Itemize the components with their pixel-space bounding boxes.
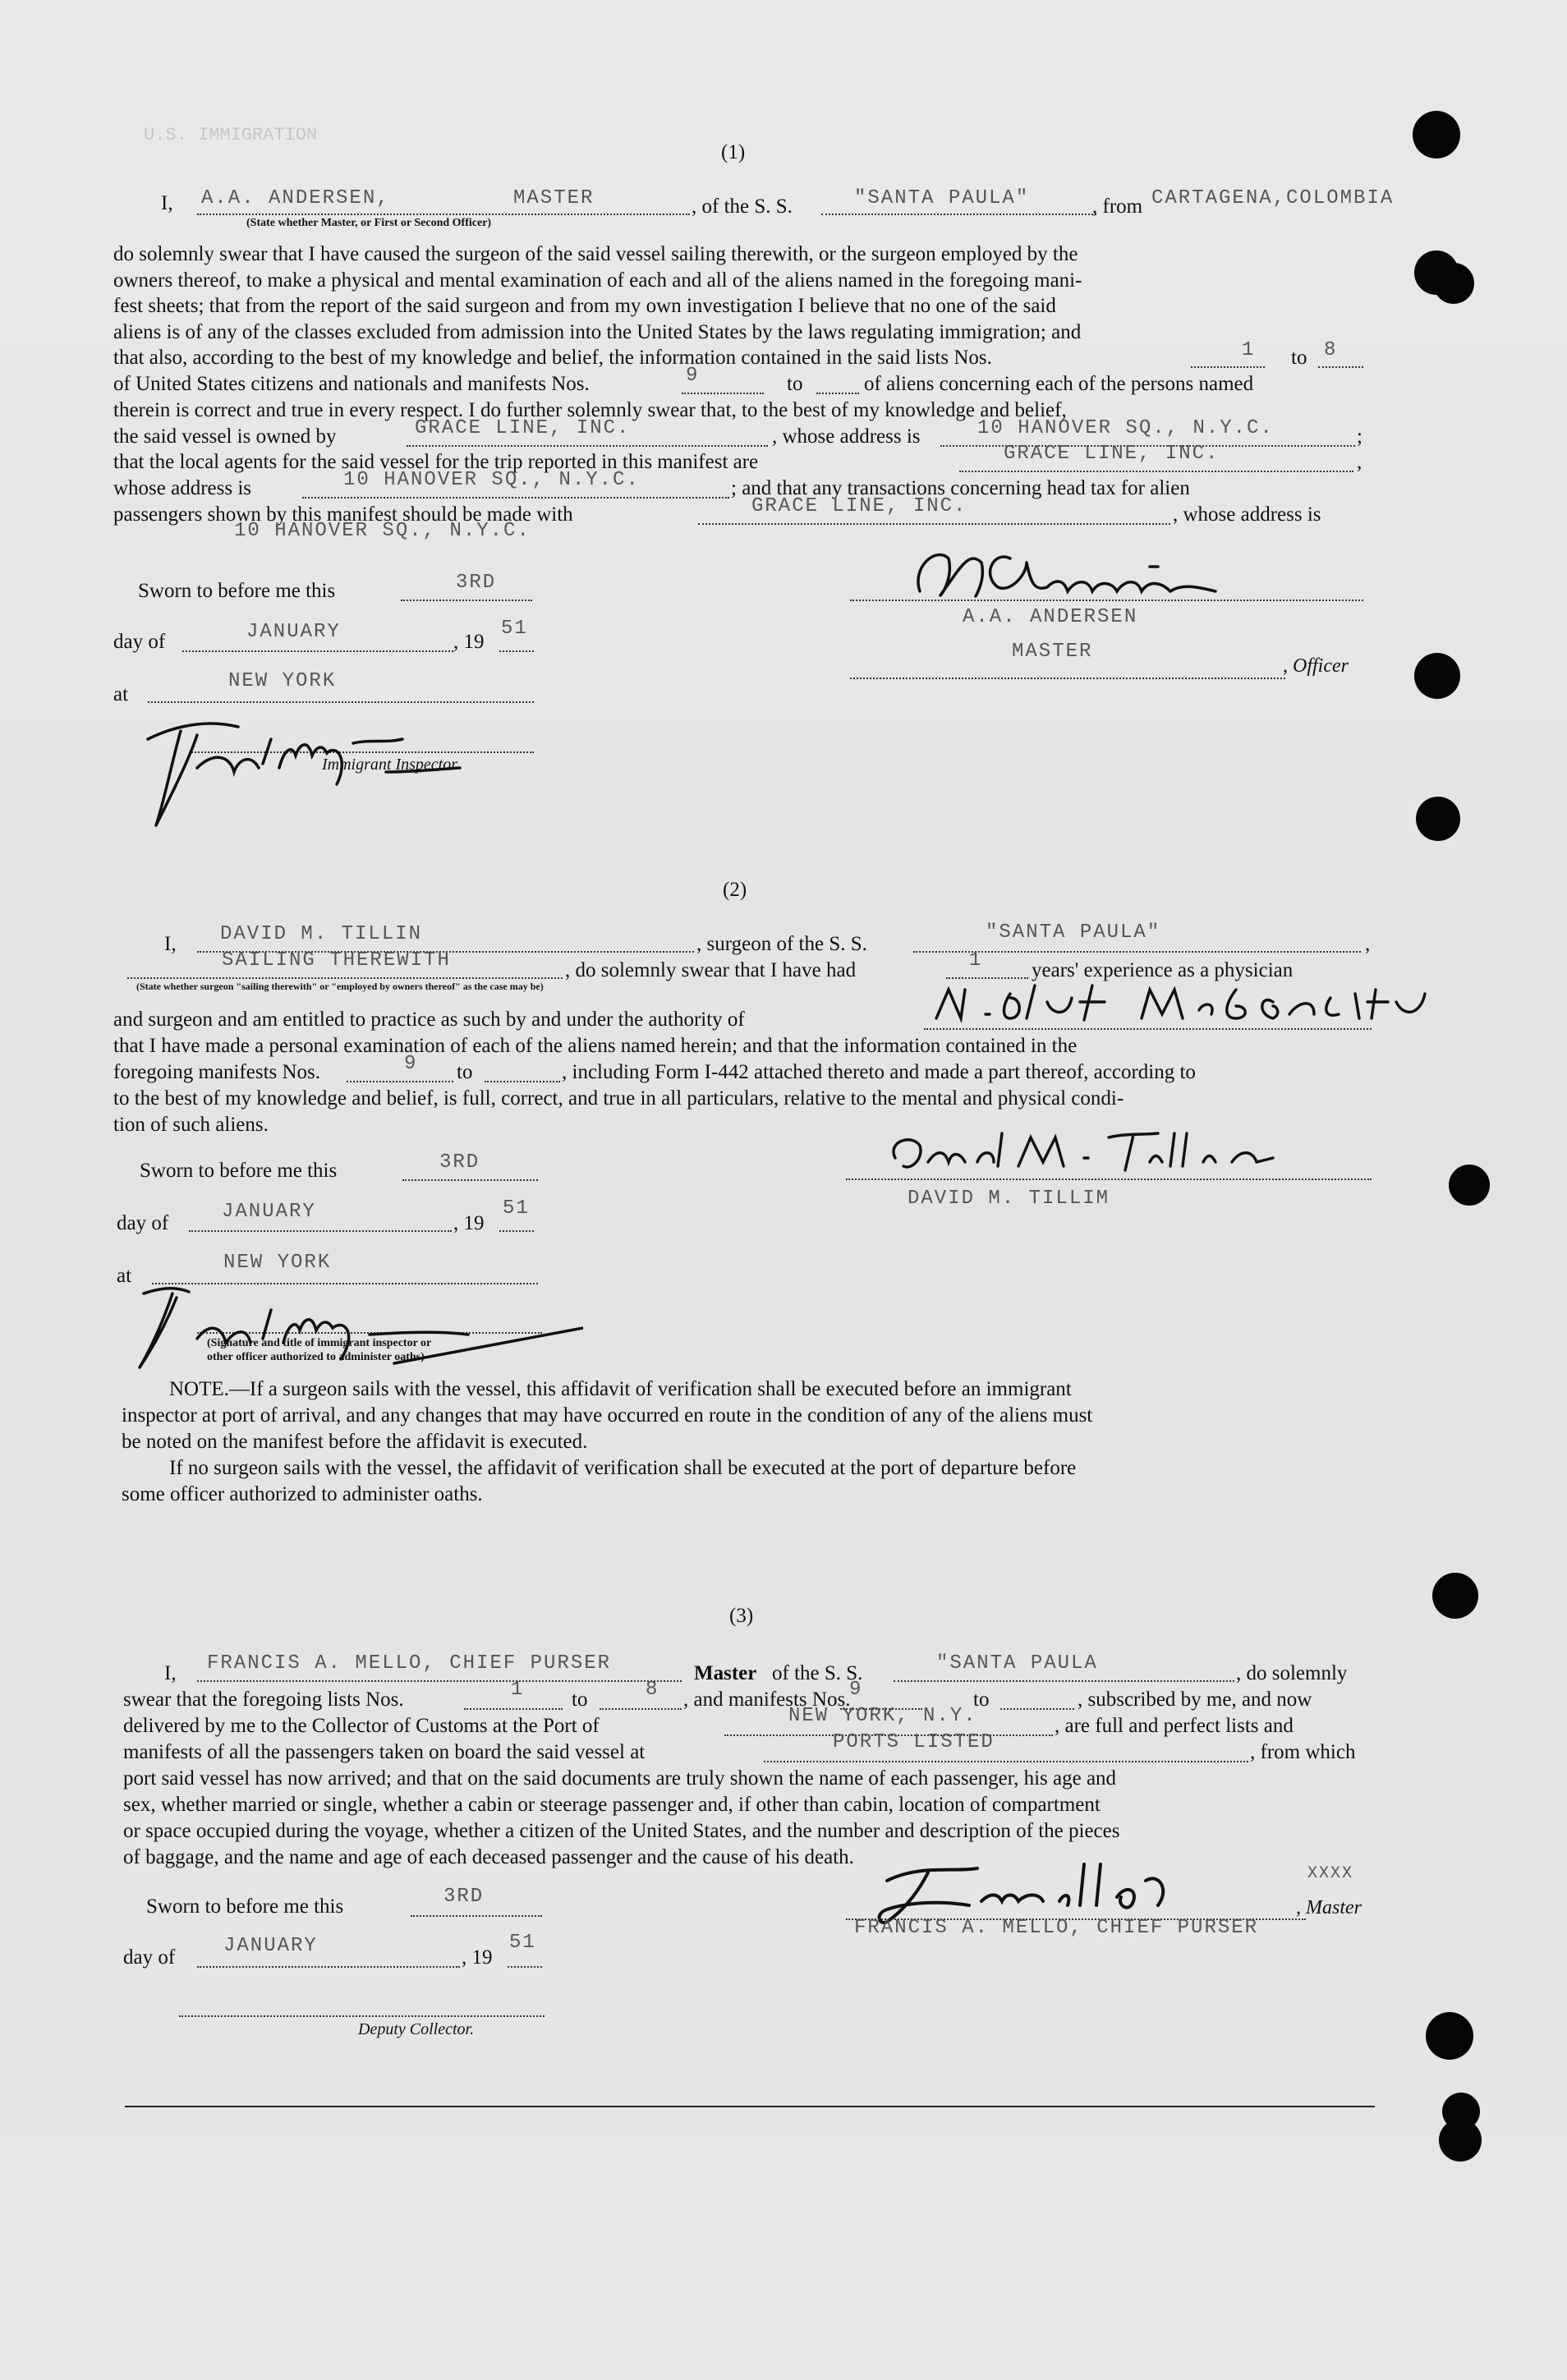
s2-man-from: 9	[404, 1053, 418, 1075]
s1-from-label: , from	[1092, 195, 1143, 218]
s3-l3a: delivered by me to the Collector of Customs at the Port of	[123, 1715, 600, 1737]
s1-agents-address: 10 HANOVER SQ., N.Y.C.	[343, 469, 640, 491]
s2-l6: to the best of my knowledge and belief, is full, correct, and true in all particulars, relative to the mental and physical condi-	[113, 1087, 1124, 1110]
s1-owner-address: 10 HANOVER SQ., N.Y.C.	[977, 417, 1274, 439]
s3-collector-label: Deputy Collector.	[358, 2020, 475, 2038]
s1-ship: "SANTA PAULA"	[854, 187, 1030, 209]
s2-l5b: , including Form I-442 attached thereto and made a part thereof, according to	[562, 1061, 1196, 1083]
s2-ship: "SANTA PAULA"	[986, 921, 1161, 944]
s2-surgeon-signature	[879, 1125, 1306, 1183]
s2-man-to-label: to	[457, 1061, 473, 1083]
s1-body-line: fest sheets; that from the report of the said surgeon and from my own investigation I believe that no one of the said	[113, 295, 1056, 317]
s1-man-to-label: to	[787, 373, 803, 395]
s2-note-line: some officer authorized to administer oaths.	[122, 1483, 483, 1505]
s2-month-line	[189, 1230, 452, 1232]
punch-hole	[1426, 2012, 1473, 2060]
s1-officer-label: , Officer	[1283, 655, 1349, 677]
s3-lead: I,	[164, 1662, 177, 1684]
s3-l2b: , and manifests Nos.	[683, 1689, 851, 1711]
s3-year-prefix: , 19	[462, 1946, 493, 1969]
s1-line8-end: ;	[1357, 425, 1363, 448]
s1-body-line: owners thereof, to make a physical and mental examination of each and all of the aliens named in the foregoing mani-	[113, 269, 1082, 292]
bottom-rule	[125, 2106, 1375, 2107]
s1-list-from: 1	[1242, 339, 1256, 361]
s1-place: NEW YORK	[228, 670, 337, 692]
s1-year-suffix: 51	[501, 618, 528, 640]
s2-sailing-note: (State whether surgeon "sailing therewith" or "employed by owners thereof" as the case may be)	[136, 981, 544, 992]
s2-month: JANUARY	[222, 1201, 316, 1223]
s1-from-port: CARTAGENA,COLOMBIA	[1151, 187, 1395, 209]
s1-line7: therein is correct and true in every respect. I do further solemnly swear that, to the best of my knowledge and belief,	[113, 399, 1067, 421]
s1-man-from: 9	[686, 365, 700, 387]
s3-man-from: 9	[849, 1679, 863, 1701]
s3-ports: PORTS LISTED	[833, 1731, 995, 1753]
s3-sworn-day: 3RD	[443, 1886, 485, 1908]
s1-agents-line	[959, 471, 1353, 472]
s3-body-line: sex, whether married or single, whether a cabin or steerage passenger and, if other than cabin, location of compartment	[123, 1794, 1101, 1816]
s3-list-to-line	[600, 1708, 682, 1710]
s3-year-suffix: 51	[509, 1932, 536, 1954]
punch-hole	[1413, 111, 1460, 159]
s1-officer-typed-name: A.A. ANDERSEN	[963, 606, 1138, 628]
s3-l4a: manifests of all the passengers taken on board the said vessel at	[123, 1741, 646, 1763]
s2-l4: that I have made a personal examination of each of the aliens named herein; and that the information contained in the	[113, 1035, 1078, 1057]
s2-year-line	[499, 1230, 534, 1232]
s1-month-line	[182, 650, 453, 652]
s1-sworn-line	[401, 600, 532, 601]
s1-line6: of United States citizens and nationals and manifests Nos.	[113, 373, 590, 395]
s2-note-line: NOTE.—If a surgeon sails with the vessel, this affidavit of verification shall be executed before an immigrant	[169, 1378, 1072, 1400]
s1-officer-note: (State whether Master, or First or Second Officer)	[246, 217, 492, 229]
s3-month: JANUARY	[223, 1935, 318, 1957]
s2-l3a: and surgeon and am entitled to practice as such by and under the authority of	[113, 1009, 745, 1031]
s3-l2a: swear that the foregoing lists Nos.	[123, 1689, 404, 1711]
s3-xxxx: XXXX	[1307, 1864, 1354, 1883]
s1-line11b: , whose address is	[1173, 503, 1321, 526]
s2-note-line: If no surgeon sails with the vessel, the affidavit of verification shall be executed at the port of departure before	[169, 1457, 1077, 1479]
s2-surgeon-typed: DAVID M. TILLIM	[908, 1188, 1110, 1210]
s1-line10: whose address is	[113, 477, 252, 499]
s1-year-prefix: , 19	[453, 631, 485, 653]
s2-l2-end: ,	[1365, 933, 1371, 955]
s3-man-to-line	[1000, 1708, 1074, 1710]
s1-body-line: do solemnly swear that I have caused the surgeon of the said vessel sailing therewith, or the surgeon employed by the	[113, 243, 1078, 265]
s1-line11: passengers shown by this manifest should be made with	[113, 503, 573, 526]
s2-lead: I,	[164, 933, 177, 955]
s2-l2b: years' experience as a physician	[1032, 959, 1294, 981]
s3-l1-end: , do solemnly	[1236, 1662, 1348, 1684]
s2-authority-handwritten	[928, 969, 1429, 1035]
s3-day-of-label: day of	[123, 1946, 176, 1969]
s1-line10b: ; and that any transactions concerning head tax for alien	[731, 477, 1190, 499]
s1-sworn-day: 3RD	[456, 572, 497, 594]
section-2-number: (2)	[723, 879, 747, 901]
punch-hole	[1416, 797, 1460, 841]
s1-list-from-line	[1191, 366, 1265, 368]
punch-hole	[1432, 1573, 1478, 1619]
s3-ports-line	[764, 1761, 1248, 1762]
punch-hole	[1414, 653, 1460, 699]
s3-list-from-line	[464, 1708, 563, 1710]
s1-lead: I,	[161, 192, 173, 214]
s2-sailing: SAILING THEREWITH	[222, 949, 451, 972]
s2-l7: tion of such aliens.	[113, 1114, 269, 1136]
s1-sworn-label: Sworn to before me this	[138, 580, 336, 602]
s2-day-of-label: day of	[117, 1212, 169, 1234]
s3-body-line: or space occupied during the voyage, whether a citizen of the United States, and the number and description of the pieces	[123, 1820, 1120, 1842]
s2-l2a: , do solemnly swear that I have had	[565, 959, 857, 981]
s1-master-title: MASTER	[513, 187, 595, 209]
s1-officer-signature	[903, 542, 1298, 608]
s1-line5: that also, according to the best of my knowledge and belief, the information contained in the said lists Nos.	[113, 347, 992, 369]
s1-headtax-line	[698, 523, 1170, 525]
s3-of-ss: of the S. S.	[772, 1662, 863, 1684]
s2-sworn-line	[402, 1179, 538, 1181]
s3-sworn-line	[411, 1915, 542, 1917]
s3-month-line	[197, 1966, 460, 1968]
s2-inspector-signature	[123, 1269, 583, 1376]
s1-list-to-label: to	[1291, 347, 1307, 369]
s1-master-name: A.A. ANDERSEN,	[201, 187, 390, 209]
s1-line6b: of aliens concerning each of the persons named	[864, 373, 1254, 395]
s2-man-to-line	[485, 1081, 560, 1082]
s3-master-crossed: Master	[694, 1662, 757, 1684]
punch-hole	[1439, 2119, 1482, 2162]
s1-owner: GRACE LINE, INC.	[415, 417, 631, 439]
punch-hole	[1433, 263, 1474, 304]
s1-list-to-line	[1318, 366, 1363, 368]
s2-surgeon-of: , surgeon of the S. S.	[696, 933, 867, 955]
s1-headtax-address: 10 HANOVER SQ., N.Y.C.	[234, 520, 531, 542]
s1-man-from-line	[682, 393, 764, 394]
s3-list-to-label: to	[572, 1689, 588, 1711]
s2-sig-note-2: other officer authorized to administer oaths)	[207, 1351, 425, 1363]
s2-surgeon-name: DAVID M. TILLIN	[220, 923, 423, 945]
s1-officer-typed-title: MASTER	[1012, 641, 1093, 663]
s1-agents-address-line	[302, 497, 729, 499]
s3-body-line: of baggage, and the name and age of each deceased passenger and the cause of his death.	[123, 1846, 854, 1868]
s2-sworn-day: 3RD	[439, 1151, 480, 1174]
s3-man-to-label: to	[973, 1689, 990, 1711]
s2-sig-note-1: (Signature and title of immigrant inspector or	[207, 1337, 432, 1349]
s3-l3b: , are full and perfect lists and	[1055, 1715, 1294, 1737]
s3-collector-line	[179, 2015, 545, 2017]
s3-list-from: 1	[511, 1679, 525, 1701]
s1-officer-line	[850, 678, 1285, 679]
s3-purser-line	[197, 1680, 682, 1682]
s2-note-line: be noted on the manifest before the affidavit is executed.	[122, 1431, 588, 1453]
s1-body-line: aliens is of any of the classes excluded from admission into the United States by the laws regulating immigration; and	[113, 321, 1082, 343]
s1-man-to-line	[816, 393, 859, 394]
s1-day-of-label: day of	[113, 631, 166, 653]
s1-year-line	[499, 650, 534, 652]
s1-master-line	[197, 214, 690, 215]
s1-month: JANUARY	[246, 621, 341, 643]
s1-line8b: , whose address is	[772, 425, 921, 448]
section-1-number: (1)	[721, 141, 746, 163]
s1-list-to: 8	[1324, 339, 1338, 361]
s2-year-prefix: , 19	[453, 1212, 485, 1234]
s3-year-line	[508, 1966, 542, 1968]
s1-at-label: at	[113, 683, 129, 705]
s2-place: NEW YORK	[223, 1252, 332, 1274]
s2-sailing-line	[127, 977, 563, 979]
s3-l2c: , subscribed by me, and now	[1078, 1689, 1312, 1711]
s3-ship: "SANTA PAULA	[936, 1652, 1098, 1675]
faded-stamp-mark: U.S. IMMIGRATION	[144, 125, 318, 145]
s1-of-ss: , of the S. S.	[692, 195, 793, 218]
s1-officer-sig-line	[850, 600, 1363, 601]
s3-l4b: , from which	[1250, 1741, 1356, 1763]
s1-line9-end: ,	[1357, 451, 1363, 473]
s3-purser-typed: FRANCIS A. MELLO, CHIEF PURSER	[854, 1917, 1259, 1939]
s3-purser-name: FRANCIS A. MELLO, CHIEF PURSER	[207, 1652, 612, 1675]
section-3-number: (3)	[729, 1605, 754, 1627]
s2-man-from-line	[347, 1081, 453, 1082]
punch-hole	[1449, 1165, 1490, 1206]
s2-years: 1	[969, 949, 983, 972]
s2-at-label: at	[117, 1265, 132, 1287]
s2-surgeon-sig-line	[846, 1179, 1372, 1180]
s1-line8: the said vessel is owned by	[113, 425, 337, 448]
s2-l5a: foregoing manifests Nos.	[113, 1061, 321, 1083]
s1-ship-line	[821, 214, 1096, 215]
s3-port: NEW YORK, N.Y.	[788, 1705, 977, 1727]
s2-year-suffix: 51	[503, 1197, 530, 1220]
s3-body-line: port said vessel has now arrived; and that on the said documents are truly shown the name of each passenger, his age and	[123, 1767, 1117, 1790]
s2-note-line: inspector at port of arrival, and any changes that may have occurred en route in the condition of any of the aliens must	[122, 1404, 1093, 1427]
s1-owner-line	[407, 445, 768, 447]
s3-list-to: 8	[646, 1679, 659, 1701]
s3-master-label: , Master	[1296, 1897, 1362, 1918]
s3-ship-line	[894, 1680, 1234, 1682]
s1-agents: GRACE LINE, INC.	[1004, 443, 1220, 465]
s1-inspector-label: Immigrant Inspector.	[322, 756, 460, 774]
s1-line9: that the local agents for the said vessel for the trip reported in this manifest are	[113, 451, 759, 473]
s3-sworn-label: Sworn to before me this	[146, 1895, 344, 1918]
s1-headtax-agent: GRACE LINE, INC.	[751, 495, 967, 517]
s2-sworn-label: Sworn to before me this	[140, 1160, 338, 1182]
s1-inspector-signature	[140, 694, 493, 834]
